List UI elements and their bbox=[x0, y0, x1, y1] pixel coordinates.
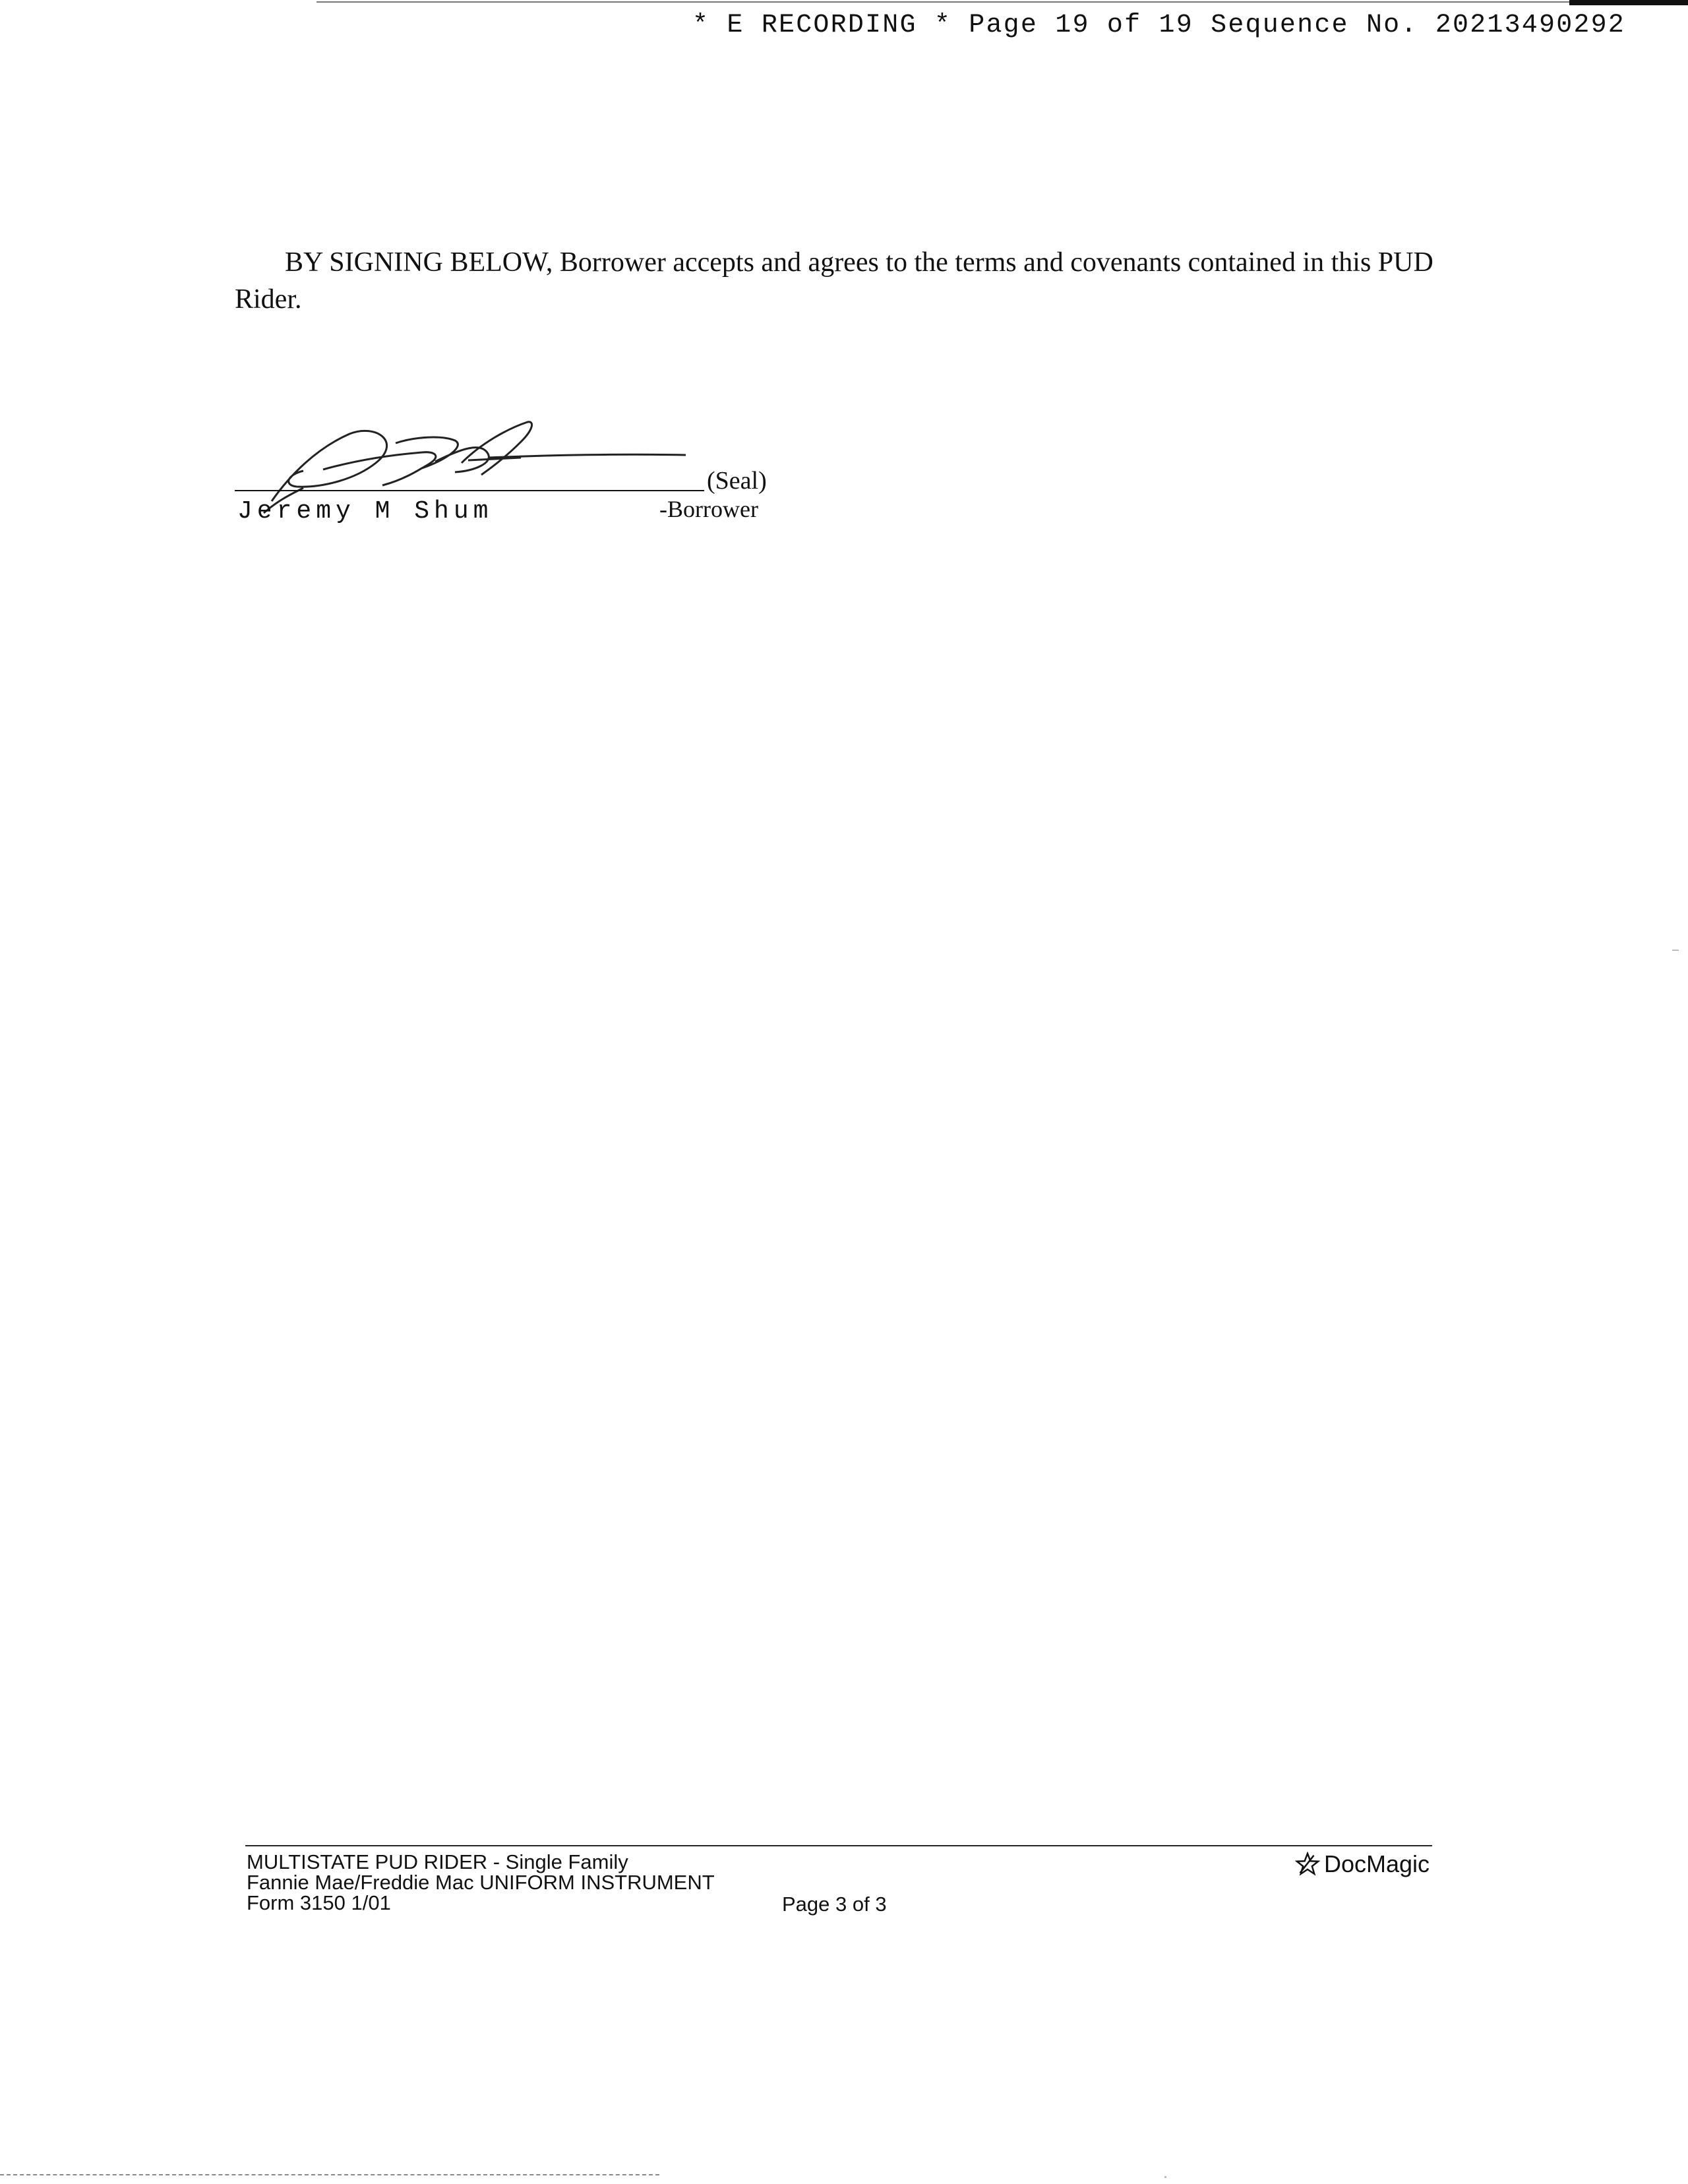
paragraph-text: BY SIGNING BELOW, Borrower accepts and agrees to the terms and covenants contained in this PUD Rider. bbox=[235, 247, 1433, 315]
bottom-scan-rule bbox=[0, 2174, 659, 2175]
docmagic-logo bbox=[1295, 1850, 1430, 1878]
signature-line bbox=[235, 490, 704, 491]
seal-label: (Seal) bbox=[707, 467, 767, 495]
brand-name: DocMagic bbox=[1324, 1850, 1430, 1877]
acceptance-paragraph bbox=[235, 244, 1435, 318]
scan-edge-mark bbox=[1672, 950, 1679, 951]
form-number: Form 3150 1/01 bbox=[247, 1891, 391, 1914]
borrower-role: -Borrower bbox=[659, 496, 758, 522]
form-identification bbox=[247, 1852, 715, 1913]
recording-header: * E RECORDING * Page 19 of 19 Sequence No. 20213490292 bbox=[692, 11, 1626, 40]
top-rule bbox=[316, 1, 1622, 3]
form-instrument: Fannie Mae/Freddie Mac UNIFORM INSTRUMENT bbox=[247, 1871, 715, 1894]
page-number: Page 3 of 3 bbox=[782, 1893, 887, 1916]
form-title: MULTISTATE PUD RIDER - Single Family bbox=[247, 1850, 628, 1873]
star-icon bbox=[1295, 1852, 1320, 1877]
scan-bottom-mark bbox=[1164, 2176, 1166, 2178]
footer-rule bbox=[245, 1845, 1432, 1846]
borrower-name: Jeremy M Shum bbox=[237, 497, 493, 526]
top-rule-bar bbox=[1569, 0, 1688, 5]
